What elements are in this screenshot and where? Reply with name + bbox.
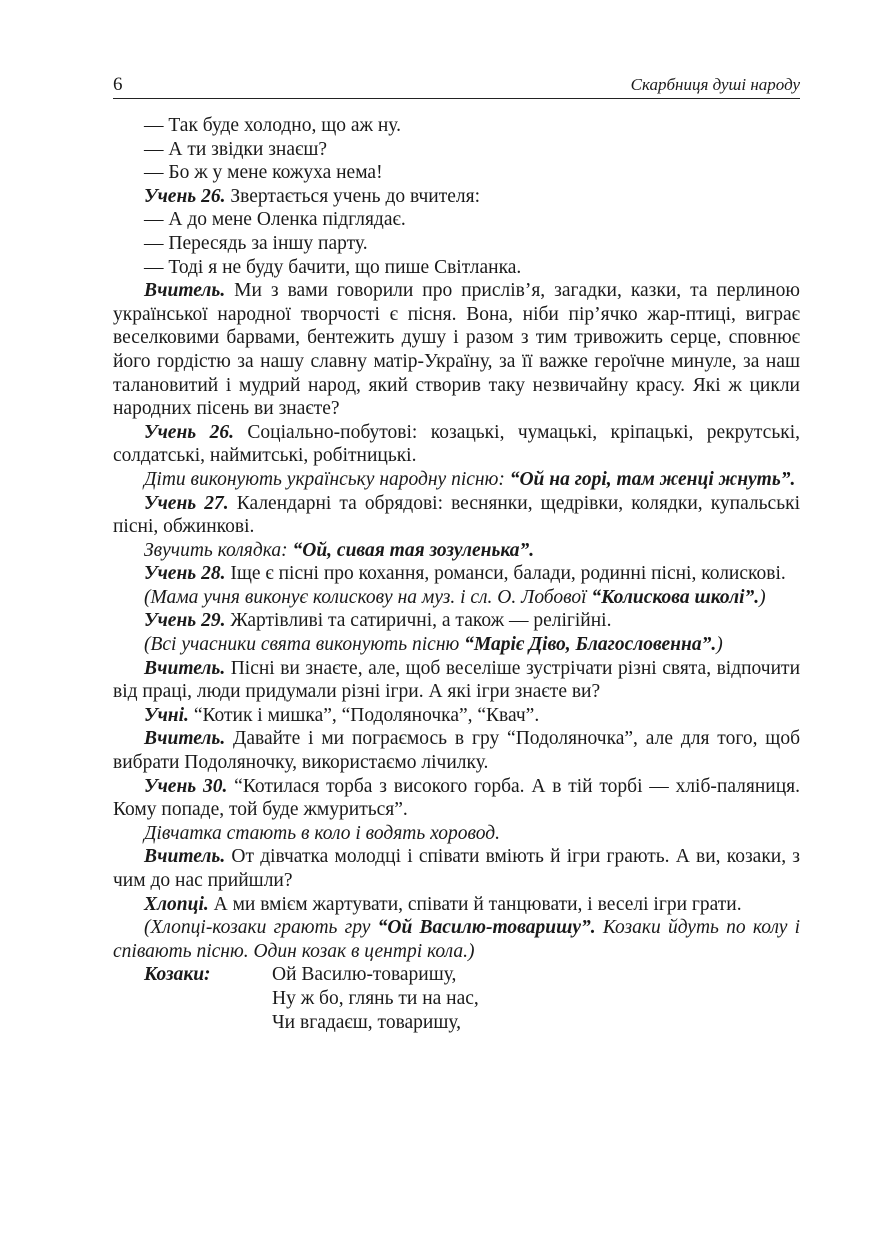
line-text: — А до мене Оленка підглядає. (144, 209, 406, 231)
direction-text: (Всі учасники свята виконують пісню (144, 634, 465, 656)
song-title: “Марiє Діво, Благословенна”. (464, 634, 717, 656)
speaker-paragraph (113, 562, 800, 586)
song-line: Ой Василю-товаришу, (272, 964, 457, 986)
page-header (113, 74, 800, 99)
song-title: “Колискова школі”. (591, 586, 760, 608)
speaker-name: Вчитель. (144, 657, 226, 679)
speaker-name: Учень 30. (144, 775, 228, 797)
paragraph-text: От дівчатка молодці і співати вміють й ігри грають. А ви, козаки, з чим до нас прийшли? (113, 846, 800, 891)
page-body (113, 114, 800, 1034)
speaker-name: Вчитель. (144, 280, 226, 302)
speaker-name: Учні. (144, 704, 189, 726)
song-line: Чи вгадаєш, товаришу, (272, 1011, 462, 1033)
line-text: — Так буде холодно, що аж ну. (144, 115, 401, 136)
line-text: — Бо ж у мене кожуха нема! (144, 162, 383, 184)
song-verse (113, 963, 800, 1034)
speaker-name: Учень 29. (144, 610, 226, 632)
dialogue-line (113, 138, 800, 162)
speaker-name: Учень 27. (144, 492, 229, 514)
dialogue-line (113, 161, 800, 185)
stage-direction (113, 586, 800, 610)
paragraph-text: Давайте і ми пограємось в гру “Подоляночка”, але для того, щоб вибрати Подоляночку, використаємо лічилку. (113, 728, 800, 774)
paragraph-text: “Котилася торба з високого горба. А в тій торбі — хліб-паляниця. Кому попаде, той буде жмуриться”. (113, 775, 800, 821)
speaker-paragraph (113, 421, 800, 468)
line-text: — Тоді я не буду бачити, що пише Світланка. (144, 256, 522, 278)
speaker-paragraph (113, 185, 800, 209)
paragraph-text: Ми з вами говорили про прислів’я, загадки, казки, та перлиною української народної творчості є пісня. Вона, ніби пір’ячко жар-птиці, виграє веселковими барвами, бентежить душу і разом з тим тривожить серце, сповнює його гордістю за нашу славну матір-Україну, за її важке героїчне минуле, за наш талановитий і мудрий народ, який створив таку незвичайну красу. Які ж цикли народних пісень ви знаєте? (113, 280, 800, 420)
speaker-paragraph (113, 727, 800, 774)
line-text: — А ти звідки знаєш? (144, 138, 328, 160)
song-title: “Ой, сивая тая зозуленька”. (292, 539, 535, 561)
paragraph-text: Жартівливі та сатиричні, а також — релігійні. (225, 610, 612, 632)
speaker-paragraph (113, 704, 800, 728)
direction-text: ) (716, 634, 723, 656)
stage-direction (113, 468, 800, 492)
speaker-name: Вчитель. (144, 846, 226, 868)
speaker-paragraph (113, 492, 800, 539)
speaker-paragraph (113, 893, 800, 917)
stage-direction (113, 916, 800, 963)
song-lines (272, 963, 479, 1034)
speaker-name: Хлопці. (144, 893, 209, 915)
dialogue-line (113, 256, 800, 280)
speaker-name: Учень 26. (144, 421, 234, 443)
direction-text: (Хлопці-козаки грають гру (144, 917, 378, 939)
paragraph-text: Іще є пісні про кохання, романси, балади, родинні пісні, колискові. (225, 563, 786, 585)
stage-direction (113, 539, 800, 563)
stage-direction (113, 633, 800, 657)
dialogue-line (113, 208, 800, 232)
song-speaker: Козаки: (144, 964, 211, 986)
stage-direction (113, 822, 800, 846)
paragraph-text: А ми вмієм жартувати, співати й танцювати, і веселі ігри грати. (208, 893, 742, 915)
page-number: 6 (113, 74, 123, 95)
speaker-name: Учень 28. (144, 563, 226, 585)
direction-text: Козаки йдуть по колу і співають пісню. Один козак в центрі кола.) (113, 917, 801, 962)
direction-text: Звучить колядка: (144, 539, 293, 561)
speaker-paragraph (113, 845, 800, 892)
song-line: Ну ж бо, глянь ти на нас, (272, 987, 479, 1009)
running-title: Скарбниця душі народу (630, 75, 800, 94)
paragraph-text: Пісні ви знаєте, але, щоб веселіше зустрічати різні свята, відпочити від праці, люди придумали різні ігри. А які ігри знаєте ви? (113, 657, 800, 703)
speaker-paragraph (113, 775, 800, 822)
song-title: “Ой Василю-товаришу”. (377, 917, 596, 939)
direction-text: Дівчатка стають в коло і водять хоровод. (144, 822, 500, 844)
paragraph-text: Календарні та обрядові: веснянки, щедрівки, колядки, купальські пісні, обжинкові. (113, 492, 800, 538)
line-text: — Пересядь за іншу парту. (144, 232, 368, 254)
dialogue-line (113, 114, 800, 138)
speaker-paragraph (113, 657, 800, 704)
speaker-name: Учень 26. (144, 185, 226, 207)
direction-text: Діти виконують українську народну пісню: (144, 468, 510, 490)
direction-text: (Мама учня виконує колискову на муз. і сл. О. Лобової (144, 586, 592, 608)
dialogue-line (113, 232, 800, 256)
direction-text: ) (759, 586, 766, 608)
speaker-paragraph (113, 609, 800, 633)
speaker-name: Вчитель. (144, 728, 226, 750)
paragraph-text: “Котик і мишка”, “Подоляночка”, “Квач”. (188, 704, 540, 726)
paragraph-text: Звертається учень до вчителя: (225, 185, 481, 207)
speaker-paragraph (113, 279, 800, 421)
song-title: “Ой на горі, там женці жнуть”. (509, 468, 796, 490)
paragraph-text: Соціально-побутові: козацькі, чумацькі, кріпацькі, рекрутські, солдатські, наймитські, робітницькі. (113, 421, 800, 467)
